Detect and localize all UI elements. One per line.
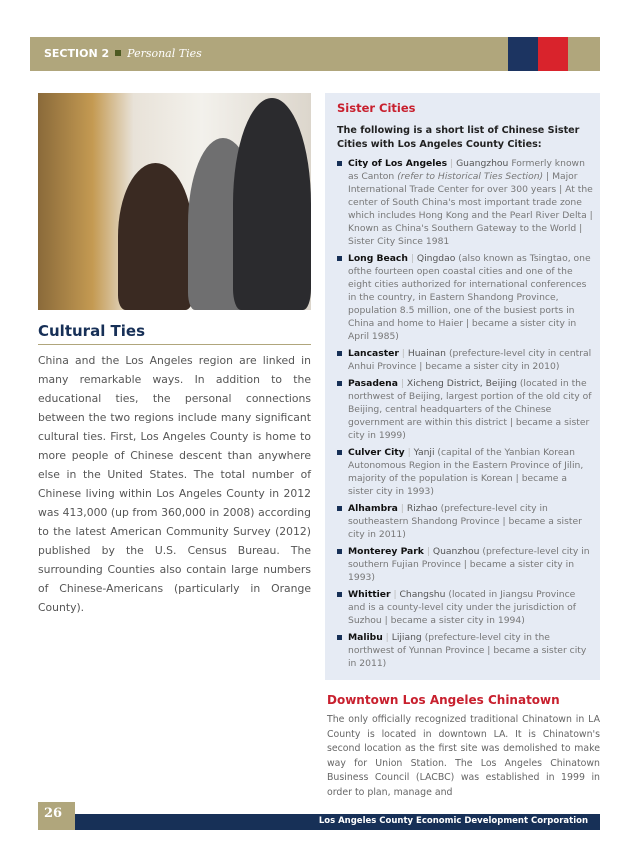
- chinese-city-name: Rizhao: [406, 503, 438, 514]
- sister-city-description: (prefecture-level city in southeastern Shandong Province | became a sister city in 2011): [348, 503, 582, 540]
- chinatown-heading: Downtown Los Angeles Chinatown: [327, 693, 560, 707]
- sister-cities-heading: Sister Cities: [337, 101, 416, 115]
- sister-city-item: [337, 347, 594, 373]
- right-column: [325, 93, 600, 800]
- square-bullet-icon: [337, 381, 342, 386]
- sister-city-item: [337, 588, 594, 627]
- sister-city-description: (capital of the Yanbian Korean Autonomous Region in the Eastern Province of Jilin, majority of the population is Korean | became a sister city in 1993): [348, 447, 584, 497]
- separator: |: [407, 253, 417, 264]
- separator: |: [390, 589, 400, 600]
- cultural-ties-body: China and the Los Angeles region are linked in many remarkable ways. In addition to the educational ties, the personal connections between the two regions include many significant cultural ties. First, Los Angeles County is home to more people of Chinese descent than anywhere else in the United States. The total number of Chinese living within Los Angeles County in 2012 was 413,000 (up from 360,000 in 2008) according to the latest American Community Survey (2012) published by the U.S. Census Bureau. The surrounding Counties also contain large numbers of Chinese-Americans (particularly in Orange County).: [38, 354, 311, 614]
- chinatown-section: [325, 692, 600, 800]
- sister-city-description: (prefecture-level city in southern Fujian Province | became a sister city in 1993): [348, 546, 590, 583]
- palm-tree-icon: [508, 37, 538, 71]
- section-label: SECTION 2: [44, 47, 110, 60]
- sister-city-item: [337, 446, 594, 498]
- sister-city-description: (located in the northwest of Beijing, largest portion of the old city of Beijing, central headquarters of the Chinese government are within this district | became a sister city in 1999): [348, 378, 592, 441]
- separator: |: [398, 348, 408, 359]
- sister-city-name: Alhambra: [348, 503, 398, 514]
- sister-city-item: [337, 545, 594, 584]
- chinese-city-name: Huainan: [407, 348, 447, 359]
- sister-cities-intro: The following is a short list of Chinese Sister Cities with Los Angeles County Cities:: [337, 125, 580, 150]
- chinese-city-name: Lijiang: [391, 632, 422, 643]
- chinese-city-name: Changshu: [399, 589, 446, 600]
- sister-city-name: Whittier: [348, 589, 391, 600]
- separator: |: [382, 632, 392, 643]
- sister-cities-list: [337, 157, 594, 670]
- chinese-city-name: Guangzhou: [456, 158, 509, 169]
- chinese-city-name: Yanji: [413, 447, 435, 458]
- square-bullet-icon: [337, 351, 342, 356]
- separator: |: [447, 158, 457, 169]
- sister-city-name: Malibu: [348, 632, 383, 643]
- separator: |: [397, 378, 407, 389]
- square-bullet-icon: [337, 506, 342, 511]
- sister-city-item: [337, 252, 594, 343]
- square-bullet-icon: [337, 592, 342, 597]
- left-column: [38, 93, 311, 617]
- square-bullet-icon: [115, 50, 121, 56]
- sister-city-description: Formerly known as Canton: [348, 158, 585, 182]
- chinese-city-name: Qingdao: [416, 253, 456, 264]
- square-bullet-icon: [337, 635, 342, 640]
- cultural-ties-heading: Cultural Ties: [38, 322, 311, 345]
- sister-city-item: [337, 157, 594, 248]
- sister-city-description: (located in Jiangsu Province and is a county-level city under the jurisdiction of Suzhou | became a sister city in 1994): [348, 589, 576, 626]
- separator: |: [404, 447, 414, 458]
- sister-city-item: [337, 377, 594, 442]
- sister-city-description: | Major International Trade Center for over 300 years | At the center of South China's most important trade zone which includes Hong Kong and the Pearl River Delta | Known as China's Southern Gateway to the World | Sister City Since 1981: [348, 171, 593, 247]
- sister-city-name: Monterey Park: [348, 546, 424, 557]
- separator: |: [397, 503, 407, 514]
- sister-city-name: Lancaster: [348, 348, 399, 359]
- cultural-ties-section: [38, 322, 311, 617]
- people-photo: [38, 93, 311, 310]
- sister-city-description: (refer to Historical Ties Section): [397, 171, 544, 182]
- sister-cities-panel: [325, 93, 600, 680]
- sister-city-description: (prefecture-level city in the northwest of Yunnan Province | became a sister city in 2011): [348, 632, 587, 669]
- square-bullet-icon: [337, 161, 342, 166]
- section-header: [30, 37, 600, 71]
- section-subtitle: Personal Ties: [127, 47, 202, 60]
- square-bullet-icon: [337, 256, 342, 261]
- footer-organization: Los Angeles County Economic Development Corporation: [318, 816, 588, 826]
- square-bullet-icon: [337, 549, 342, 554]
- sister-city-name: City of Los Angeles: [348, 158, 448, 169]
- chinese-knot-icon: [538, 37, 568, 71]
- sister-city-description: (also known as Tsingtao, one ofthe fourteen open coastal cities and one of the eight cities authorized for international conferences in the country, in Eastern Shandong Province, population 8.5 million, one of the busiest ports in China and home to Haier | became a sister city in April 1985): [348, 253, 591, 342]
- sister-city-item: [337, 502, 594, 541]
- page-number: 26: [38, 802, 75, 830]
- chinatown-body: The only officially recognized traditional Chinatown in LA County is located in downtown LA. It is Chinatown's second location as the first site was demolished to make way for Union Station. The Los Angeles Chinatown Business Council (LACBC) was established in 1999 in order to plan, manage and: [327, 714, 600, 798]
- sister-city-name: Long Beach: [348, 253, 408, 264]
- chinese-city-name: Quanzhou: [432, 546, 480, 557]
- content-columns: [0, 93, 638, 800]
- chinese-city-name: Xicheng District, Beijing: [406, 378, 517, 389]
- sister-city-item: [337, 631, 594, 670]
- sister-city-description: (prefecture-level city in central Anhui Province | became a sister city in 2010): [348, 348, 592, 372]
- separator: |: [423, 546, 433, 557]
- footer-bar: [75, 814, 600, 830]
- square-bullet-icon: [337, 450, 342, 455]
- sister-city-name: Culver City: [348, 447, 405, 458]
- sister-city-name: Pasadena: [348, 378, 398, 389]
